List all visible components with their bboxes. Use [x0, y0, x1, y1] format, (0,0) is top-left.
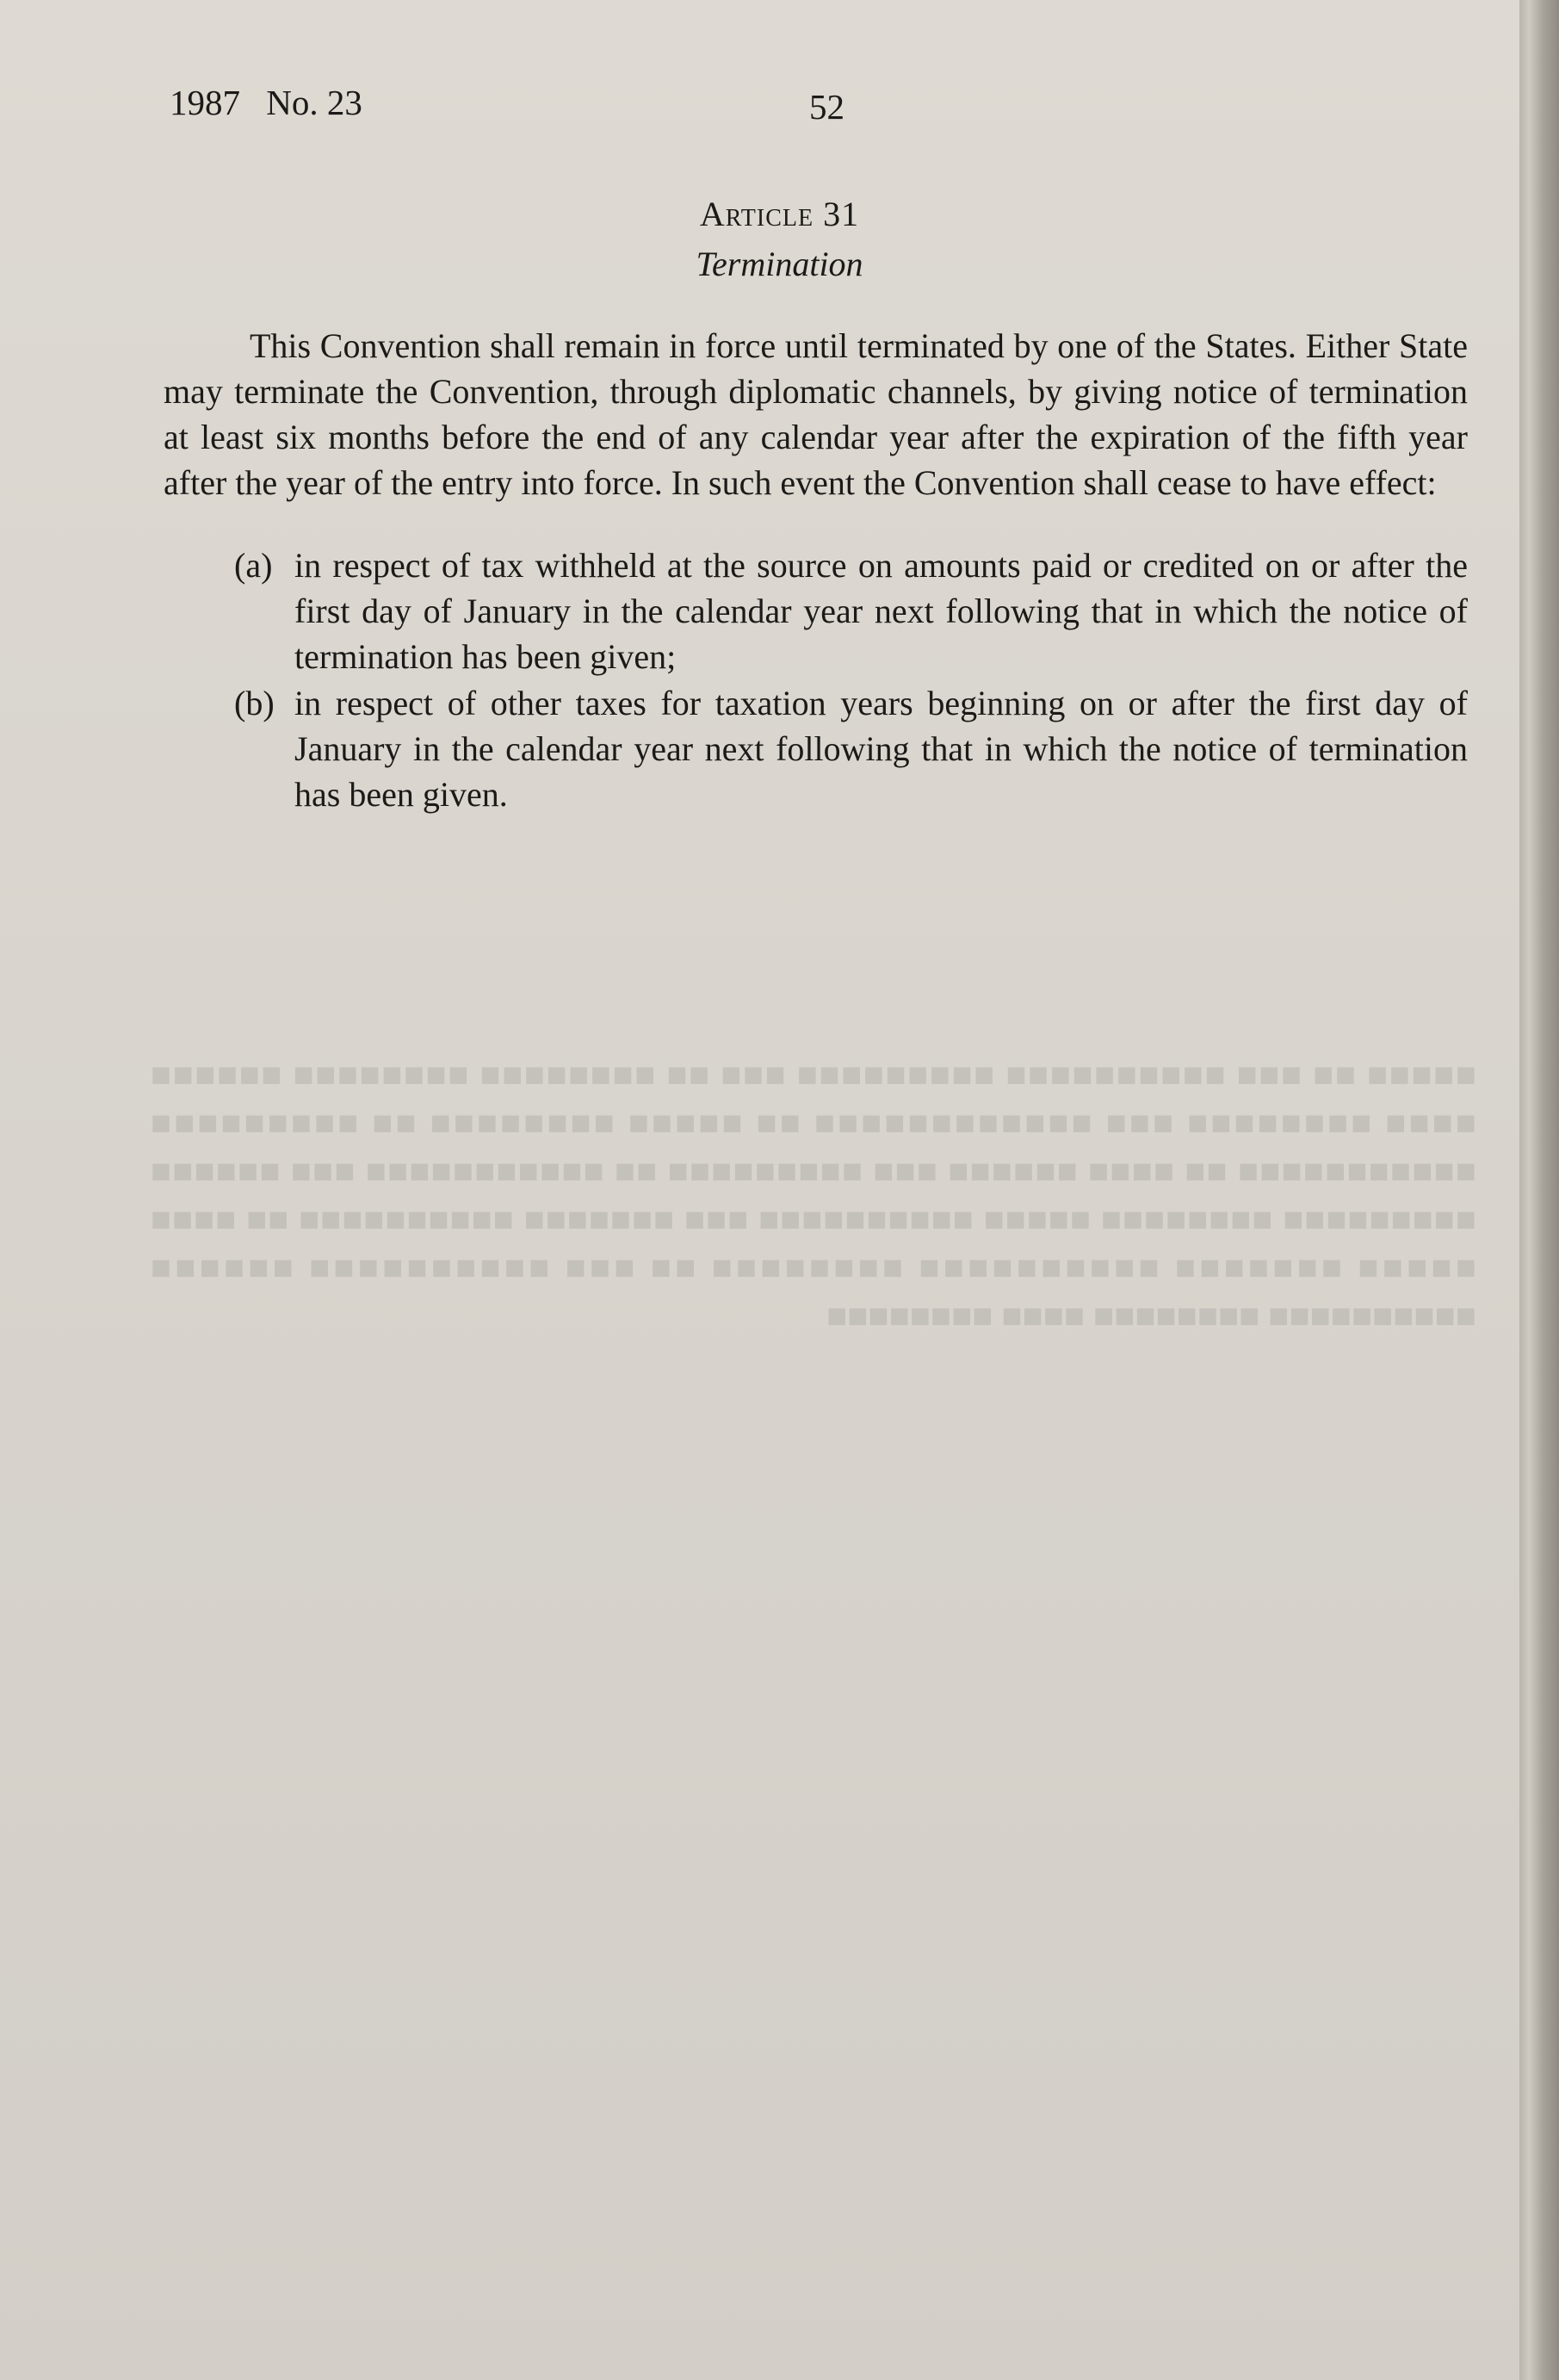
bleed-through-text: ■■■■■ ■■ ■■■ ■■■■■■■■■■ ■■■■■■■■■ ■■■ ■■ ■■■■■■■■ ■■■■■■■■ ■■■■■■ ■■■■ ■■■■■■■■ ■■■ ■■■■■■■■■■■■ ■■ ■■■■■ ■■■■■■■■ ■■ ■■■■■■■■■ ■■■■■■■■■■■ ■■ ■■■■ ■■■■■■ ■■■ ■■■■■■■■■ ■■ ■■■■■■■■■■■ ■■■ ■■■■■■ ■■■■■■■■■ ■■■■■■■■ ■■■■■ ■■■■■■■■■■ ■■■ ■■■■■■■ ■■■■■■■■■■ ■■ ■■■■ ■■■■■ ■■■■■■■ ■■■■■■■■■■ ■■■■■■■■ ■■ ■■■ ■■■■■■■■■■ ■■■■■■ ■■■■■■■■■■ ■■■■■■■■ ■■■■ ■■■■■■■■ [151, 1055, 1476, 1335]
list-item-text: in respect of tax withheld at the source on amounts paid or credited on or after the first day of January in the calendar year next following that in which the notice of termination has been given; [294, 546, 1468, 676]
list-item [164, 680, 1468, 817]
article-title: Article 31 [699, 195, 860, 233]
list-item-marker: (a) [234, 546, 273, 585]
header-number: No. 23 [266, 83, 362, 122]
article-paragraph: This Convention shall remain in force until terminated by one of the States. Either State may terminate the Convention, through diplomatic channels, by giving notice of termination at least six months before the end of any calendar year after the expiration of the fifth year after the year of the entry into force. In such event the Convention shall cease to have effect: [164, 326, 1468, 502]
article-subtitle: Termination [696, 245, 863, 283]
document-header [170, 82, 362, 123]
page-binding-edge [1519, 0, 1559, 2380]
list-item [164, 542, 1468, 679]
header-year: 1987 [170, 83, 240, 122]
list-item-text: in respect of other taxes for taxation years beginning on or after the first day of January in the calendar year next following that in which the notice of termination has been given. [294, 684, 1468, 814]
list-item-marker: (b) [234, 684, 275, 722]
page-number: 52 [809, 87, 844, 127]
